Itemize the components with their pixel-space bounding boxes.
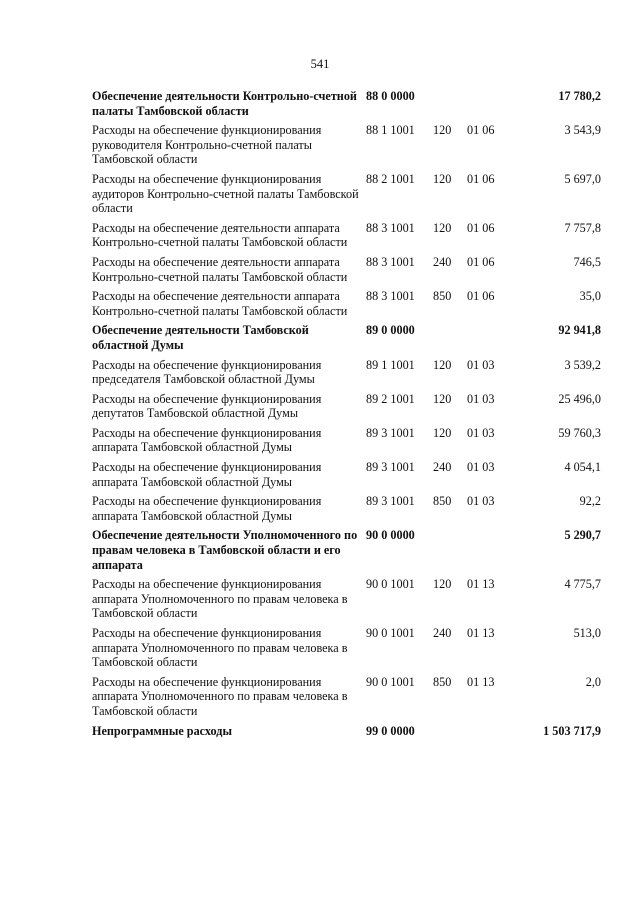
table-row — [92, 121, 601, 170]
row-expense-type — [433, 87, 467, 121]
table-row — [92, 287, 601, 321]
row-name: Расходы на обеспечение функционирования аппарата Тамбовской областной Думы — [92, 494, 322, 523]
row-expense-type: 120 — [433, 577, 452, 592]
row-amount: 17 780,2 — [558, 89, 601, 103]
row-name: Расходы на обеспечение деятельности аппарата Контрольно-счетной палаты Тамбовской области — [92, 220, 348, 250]
row-section: 01 03 — [467, 391, 495, 406]
row-code: 89 3 1001 — [366, 494, 415, 509]
row-name: Обеспечение деятельности Уполномоченного по правам человека в Тамбовской области и его аппарата — [92, 528, 358, 572]
row-name: Расходы на обеспечение функционирования аппарата Уполномоченного по правам человека в Тамбовской области — [92, 626, 348, 670]
row-expense-type: 120 — [433, 357, 452, 372]
row-code: 90 0 1001 — [366, 674, 415, 689]
row-expense-type: 120 — [433, 220, 452, 235]
row-code: 90 0 0000 — [366, 528, 415, 543]
table-section-row — [92, 321, 601, 355]
row-name: Расходы на обеспечение функционирования аппарата Тамбовской областной Думы — [92, 425, 322, 455]
table-row — [92, 390, 601, 424]
row-expense-type: 240 — [433, 626, 452, 640]
row-section — [467, 321, 527, 355]
row-expense-type: 120 — [433, 425, 452, 440]
row-code: 88 0 0000 — [366, 89, 415, 103]
table-row — [92, 219, 601, 253]
row-expense-type: 240 — [433, 460, 452, 475]
row-name: Расходы на обеспечение функционирования аппарата Уполномоченного по правам человека в Тамбовской области — [92, 577, 348, 621]
row-code: 90 0 1001 — [366, 577, 415, 592]
row-code: 88 1 1001 — [366, 123, 415, 138]
row-amount: 3 539,2 — [564, 357, 601, 372]
row-amount: 5 697,0 — [564, 171, 601, 186]
row-section: 01 06 — [467, 254, 495, 269]
row-expense-type: 240 — [433, 254, 452, 269]
row-expense-type: 850 — [433, 674, 452, 689]
row-amount: 513,0 — [573, 626, 601, 640]
row-name: Обеспечение деятельности Контрольно-счетной палаты Тамбовской области — [92, 89, 357, 118]
row-name: Расходы на обеспечение деятельности аппарата Контрольно-счетной палаты Тамбовской области — [92, 254, 348, 284]
row-name: Расходы на обеспечение функционирования аппарата Тамбовской областной Думы — [92, 460, 322, 489]
row-code: 89 3 1001 — [366, 425, 415, 440]
row-code: 88 3 1001 — [366, 289, 415, 304]
row-name: Расходы на обеспечение функционирования аппарата Уполномоченного по правам человека в Тамбовской области — [92, 674, 348, 718]
row-amount: 2,0 — [585, 674, 601, 689]
row-expense-type: 850 — [433, 494, 452, 509]
row-name: Непрограммные расходы — [92, 723, 232, 738]
table-row — [92, 253, 601, 287]
row-section: 01 13 — [467, 626, 495, 640]
row-expense-type — [433, 526, 467, 575]
row-section: 01 13 — [467, 577, 495, 592]
row-section — [467, 722, 527, 742]
table-row — [92, 356, 601, 390]
row-expense-type: 120 — [433, 123, 452, 138]
row-section: 01 03 — [467, 357, 495, 372]
row-amount: 5 290,7 — [564, 528, 601, 543]
row-section: 01 03 — [467, 425, 495, 440]
table-section-row — [92, 722, 601, 742]
row-expense-type: 850 — [433, 289, 452, 304]
budget-table — [92, 87, 601, 741]
table-row — [92, 673, 601, 722]
row-code: 99 0 0000 — [366, 723, 415, 738]
row-amount: 3 543,9 — [564, 123, 601, 138]
table-section-row — [92, 87, 601, 121]
row-expense-type — [433, 722, 467, 742]
row-amount: 4 054,1 — [564, 460, 601, 475]
row-name: Расходы на обеспечение функционирования руководителя Контрольно-счетной палаты Тамбовской области — [92, 123, 322, 167]
row-expense-type: 120 — [433, 171, 452, 186]
table-row — [92, 424, 601, 458]
table-row — [92, 624, 601, 673]
row-section: 01 06 — [467, 171, 495, 186]
row-name: Расходы на обеспечение функционирования депутатов Тамбовской областной Думы — [92, 391, 322, 421]
row-expense-type: 120 — [433, 391, 452, 406]
row-amount: 92 941,8 — [558, 323, 601, 338]
row-amount: 1 503 717,9 — [543, 723, 601, 738]
row-section — [467, 87, 527, 121]
row-amount: 35,0 — [579, 289, 601, 304]
row-section: 01 06 — [467, 220, 495, 235]
table-row — [92, 575, 601, 624]
row-code: 89 0 0000 — [366, 323, 415, 338]
row-name: Расходы на обеспечение деятельности аппарата Контрольно-счетной палаты Тамбовской области — [92, 289, 348, 318]
row-amount: 746,5 — [573, 254, 601, 269]
row-amount: 25 496,0 — [558, 391, 601, 406]
row-section: 01 03 — [467, 494, 495, 509]
row-amount: 92,2 — [579, 494, 601, 509]
table-row — [92, 458, 601, 492]
row-section: 01 03 — [467, 460, 495, 475]
row-code: 89 2 1001 — [366, 391, 415, 406]
table-row — [92, 170, 601, 219]
row-amount: 59 760,3 — [558, 425, 601, 440]
row-section: 01 06 — [467, 289, 495, 304]
row-amount: 7 757,8 — [564, 220, 601, 235]
budget-table-body — [92, 87, 601, 741]
row-code: 88 3 1001 — [366, 254, 415, 269]
row-name: Расходы на обеспечение функционирования председателя Тамбовской областной Думы — [92, 357, 322, 387]
page-number: 541 — [310, 57, 330, 71]
table-row — [92, 492, 601, 526]
row-name: Обеспечение деятельности Тамбовской областной Думы — [92, 323, 309, 352]
row-section: 01 06 — [467, 123, 495, 138]
row-code: 88 3 1001 — [366, 220, 415, 235]
row-amount: 4 775,7 — [564, 577, 601, 592]
row-expense-type — [433, 321, 467, 355]
table-section-row — [92, 526, 601, 575]
row-code: 89 3 1001 — [366, 460, 415, 475]
row-section — [467, 526, 527, 575]
row-code: 89 1 1001 — [366, 357, 415, 372]
row-code: 90 0 1001 — [366, 626, 415, 640]
row-name: Расходы на обеспечение функционирования аудиторов Контрольно-счетной палаты Тамбовской области — [92, 171, 359, 216]
row-code: 88 2 1001 — [366, 171, 415, 186]
row-section: 01 13 — [467, 674, 495, 689]
